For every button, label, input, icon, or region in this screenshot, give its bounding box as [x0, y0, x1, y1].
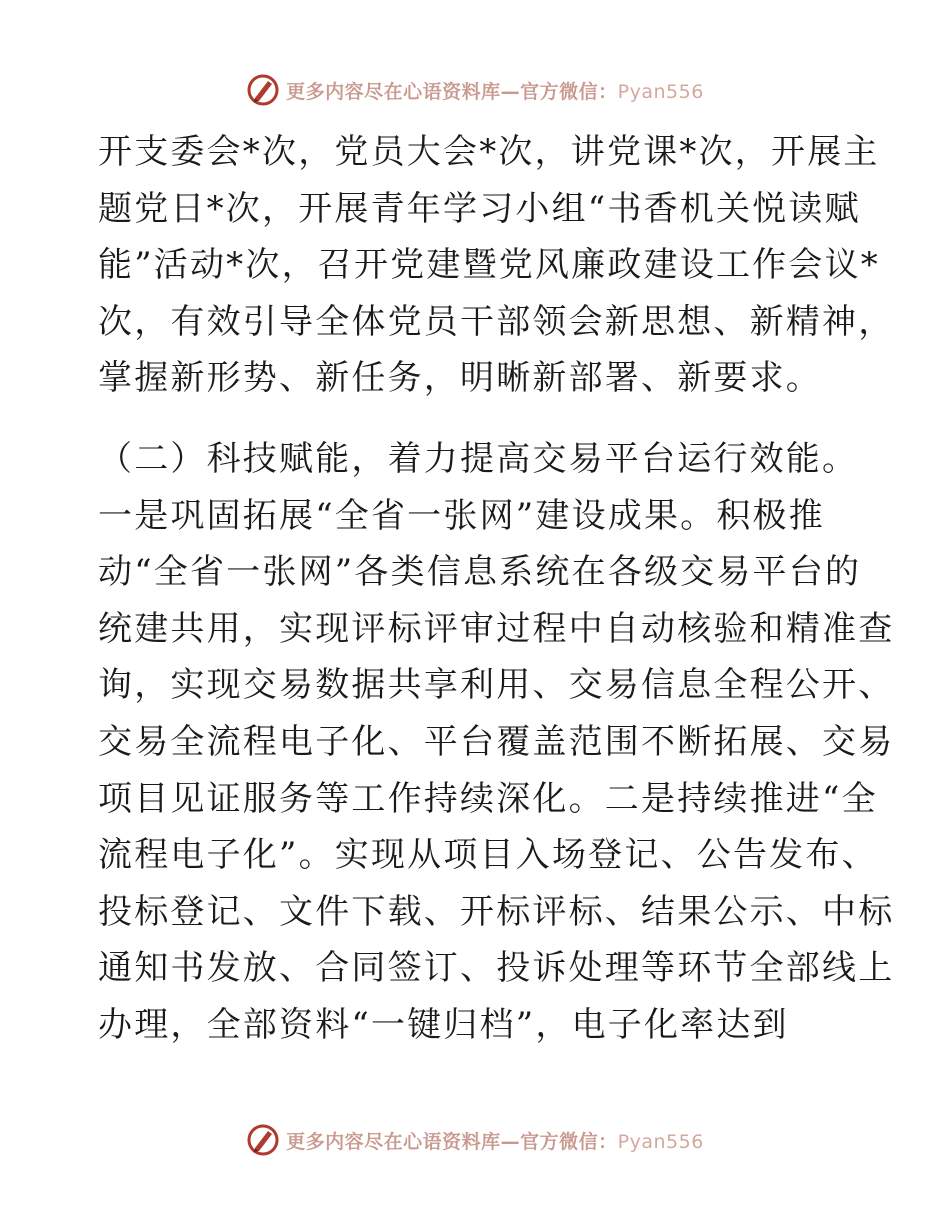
paragraph-2 [98, 431, 895, 1054]
paragraph-spacer [98, 407, 858, 431]
watermark-cn-text: 更多内容尽在心语资料库—官方微信： [286, 1130, 618, 1153]
watermark-text [286, 77, 704, 104]
text-line: 一是巩固拓展“全省一张网”建设成果。积极推 [98, 495, 825, 536]
text-line: 交易全流程电子化、平台覆盖范围不断拓展、交易 [98, 721, 895, 762]
text-line: 次，有效引导全体党员干部领会新思想、新精神， [98, 301, 895, 342]
paragraph-1 [98, 124, 895, 407]
text-line: 掌握新形势、新任务，明晰新部署、新要求。 [98, 358, 822, 399]
text-line: 统建共用，实现评标评审过程中自动核验和精准查 [98, 608, 895, 649]
text-line: 流程电子化”。实现从项目入场登记、公告发布、 [98, 835, 878, 876]
pen-logo-icon [246, 1123, 280, 1157]
watermark-text [286, 1127, 704, 1154]
text-line: 通知书发放、合同签订、投诉处理等环节全部线上 [98, 948, 895, 989]
text-line: 办理，全部资料“一键归档”，电子化率达到 [98, 1004, 789, 1045]
text-line: 能”活动*次，召开党建暨党风廉政建设工作会议* [98, 245, 880, 286]
watermark-footer [0, 1120, 950, 1160]
watermark-handle: Pyan556 [617, 80, 704, 103]
document-body [98, 124, 895, 1054]
text-line: 项目见证服务等工作持续深化。二是持续推进“全 [98, 778, 878, 819]
pen-logo-icon [246, 73, 280, 107]
watermark-header [0, 70, 950, 110]
text-line: 投标登记、文件下载、开标评标、结果公示、中标 [98, 891, 895, 932]
text-line: 动“全省一张网”各类信息系统在各级交易平台的 [98, 552, 862, 593]
section-heading: （二）科技赋能，着力提高交易平台运行效能。 [98, 438, 859, 479]
text-line: 开支委会*次，党员大会*次，讲党课*次，开展主 [98, 132, 880, 172]
watermark-handle: Pyan556 [617, 1130, 704, 1153]
text-line: 题党日*次，开展青年学习小组“书香机关悦读赋 [98, 188, 861, 229]
text-line: 询，实现交易数据共享利用、交易信息全程公开、 [98, 665, 895, 706]
watermark-cn-text: 更多内容尽在心语资料库—官方微信： [286, 80, 618, 103]
